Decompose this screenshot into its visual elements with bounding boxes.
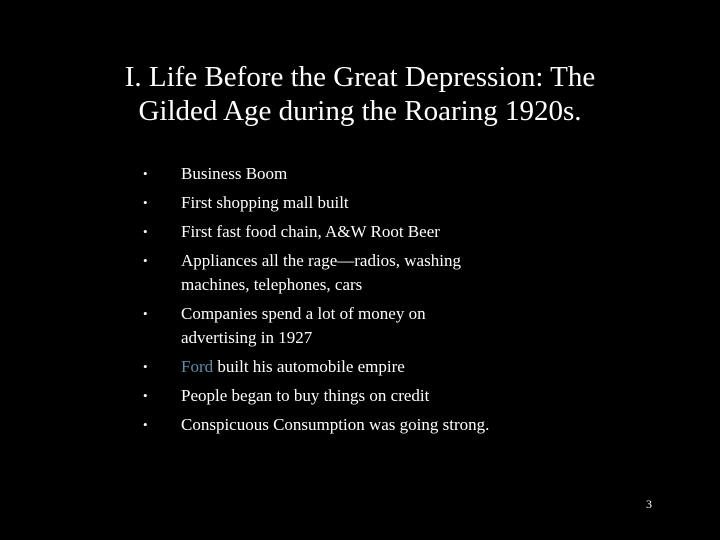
slide-title-line-2: Gilded Age during the Roaring 1920s. [138, 95, 582, 127]
bullet-text-line-2: machines, telephones, cars [181, 275, 363, 294]
bullet-text-line-2: advertising in 1927 [181, 328, 313, 347]
bullet-list [140, 162, 580, 442]
bullet-item-shopping-mall [140, 191, 580, 215]
bullet-item-business-boom [140, 162, 580, 186]
bullet-text: Business Boom [181, 164, 288, 183]
bullet-text: People began to buy things on credit [181, 386, 430, 405]
bullet-icon: • [143, 195, 148, 210]
bullet-text-line-1: Appliances all the rage—radios, washing [181, 251, 461, 270]
bullet-item-appliances [140, 249, 580, 297]
bullet-text-line-1: Companies spend a lot of money on [181, 304, 426, 323]
bullet-text: First fast food chain, A&W Root Beer [181, 222, 440, 241]
bullet-item-conspicuous-consumption [140, 413, 580, 437]
bullet-icon: • [143, 253, 148, 268]
bullet-icon: • [143, 306, 148, 321]
bullet-icon: • [143, 417, 148, 432]
bullet-icon: • [143, 224, 148, 239]
bullet-item-credit [140, 384, 580, 408]
ford-link[interactable]: Ford [181, 357, 214, 376]
bullet-item-fast-food [140, 220, 580, 244]
bullet-icon: • [143, 166, 148, 181]
bullet-icon: • [143, 388, 148, 403]
bullet-icon: • [143, 359, 148, 374]
slide-title-line-1: I. Life Before the Great Depression: The [124, 61, 596, 93]
bullet-text: Conspicuous Consumption was going strong. [181, 415, 490, 434]
bullet-text: First shopping mall built [181, 193, 349, 212]
bullet-text: built his automobile empire [213, 357, 405, 376]
page-number: 3 [646, 497, 652, 511]
bullet-item-ford [140, 355, 580, 379]
slide-title [40, 60, 680, 128]
bullet-item-advertising [140, 302, 580, 350]
